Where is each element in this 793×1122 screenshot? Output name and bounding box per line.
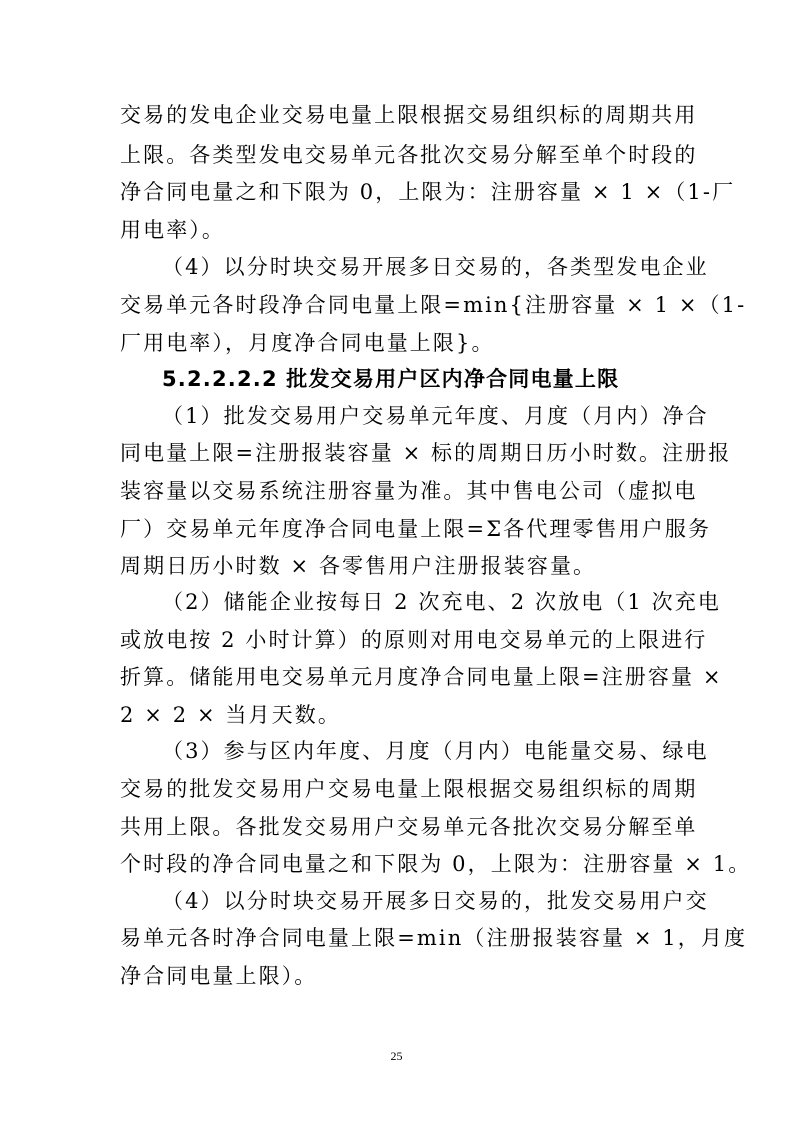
text-line: 交易的发电企业交易电量上限根据交易组织标的周期共用 [120,103,698,127]
text-line: 厂用电率），月度净合同电量上限}。 [120,331,495,355]
text-line: 共用上限。各批发交易用户交易单元各批次交易分解至单 [120,815,698,839]
text-line: 厂）交易单元年度净合同电量上限=Σ各代理零售用户服务 [120,517,712,541]
section-heading: 5.2.2.2.2 批发交易用户区内净合同电量上限 [162,367,620,391]
text-line: 易单元各时净合同电量上限=min（注册报装容量 × 1，月度 [120,926,748,950]
text-line: 装容量以交易系统注册容量为准。其中售电公司（虚拟电 [120,479,698,503]
page-number: 25 [390,1049,403,1063]
text-line: 上限。各类型发电交易单元各批次交易分解至单个时段的 [120,143,698,167]
paragraph-first-line: （4）以分时块交易开展多日交易的，各类型发电企业 [162,255,709,279]
paragraph-first-line: （2）储能企业按每日 2 次充电、2 次放电（1 次充电 [162,590,721,614]
text-line: 周期日历小时数 × 各零售用户注册报装容量。 [120,554,597,578]
text-line: 2 × 2 × 当月天数。 [120,703,341,727]
text-line: 同电量上限=注册报装容量 × 标的周期日历小时数。注册报 [120,441,732,465]
text-line: 净合同电量之和下限为 0，上限为：注册容量 × 1 ×（1-厂 [120,180,736,204]
text-line: 交易单元各时段净合同电量上限=min{注册容量 × 1 ×（1- [120,293,747,317]
text-line: 交易的批发交易用户交易电量上限根据交易组织标的周期 [120,777,698,801]
paragraph-first-line: （4）以分时块交易开展多日交易的，批发交易用户交 [162,889,709,913]
paragraph-first-line: （1）批发交易用户交易单元年度、月度（月内）净合 [162,404,709,428]
text-line: 用电率）。 [120,218,225,242]
text-line: 个时段的净合同电量之和下限为 0，上限为：注册容量 × 1。 [120,852,752,876]
text-line: 或放电按 2 小时计算）的原则对用电交易单元的上限进行 [120,628,708,652]
text-line: 折算。储能用电交易单元月度净合同电量上限=注册容量 × [120,665,723,689]
paragraph-first-line: （3）参与区内年度、月度（月内）电能量交易、绿电 [162,739,709,763]
text-line: 净合同电量上限）。 [120,964,318,988]
